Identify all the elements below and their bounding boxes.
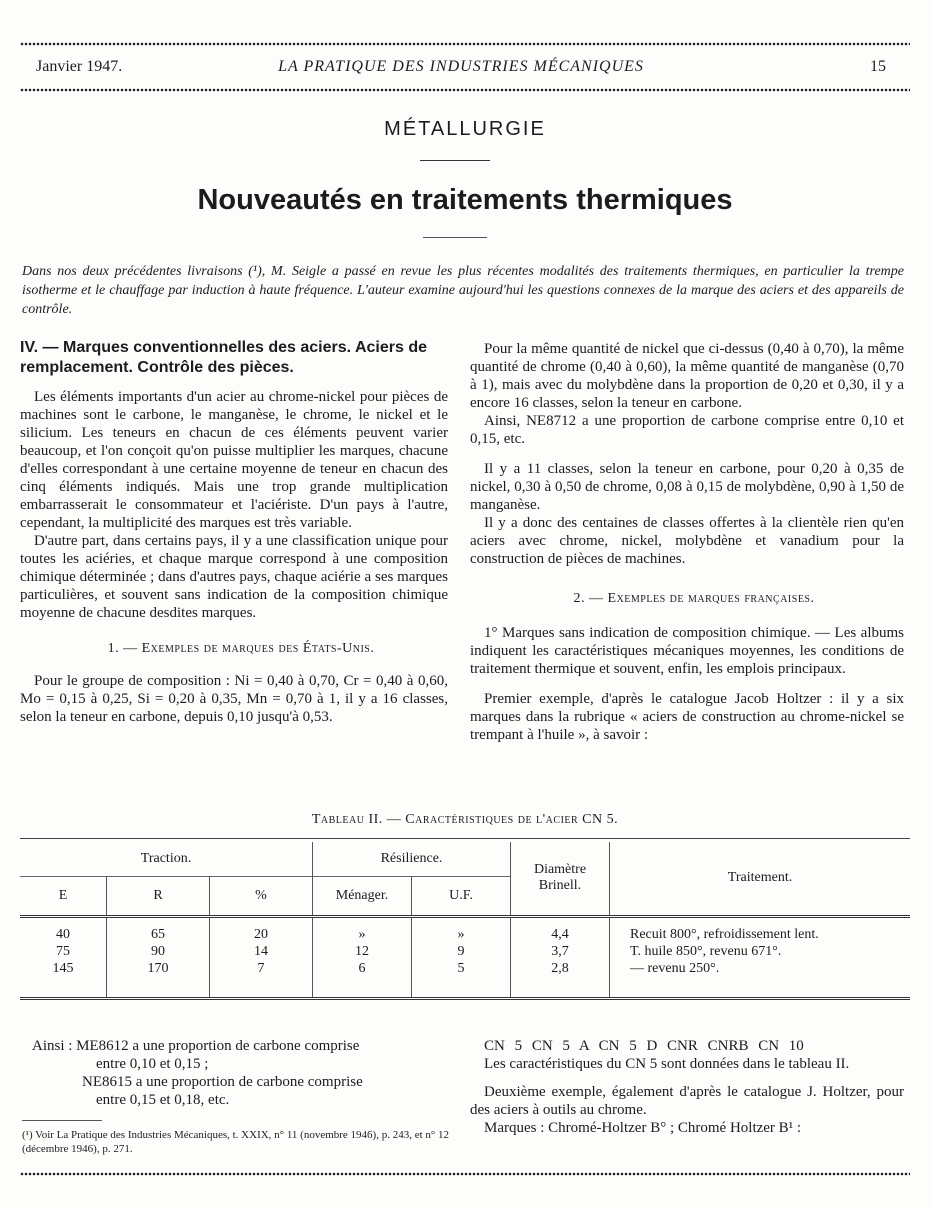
text-line: entre 0,10 et 0,15 ;: [96, 1056, 209, 1072]
paragraph: Pour le groupe de composition : Ni = 0,40 à 0,70, Cr = 0,40 à 0,60, Mo = 0,15 à 0,25, Si = 0,20 à 0,35, Mn = 0,70 à 1, il y a 16 classes, selon la teneur en carbone, depuis 0,10 jusqu'à 0,53.: [20, 673, 448, 725]
text-line: Ainsi : ME8612 a une proportion de carbone comprise: [32, 1038, 360, 1054]
issue-date: Janvier 1947.: [36, 58, 123, 75]
traction-header: Traction.: [20, 842, 313, 876]
steel-marks-list: CN 5 CN 5 A CN 5 D CNR CNRB CN 10: [484, 1038, 804, 1054]
paragraph: Pour la même quantité de nickel que ci-dessus (0,40 à 0,70), la même quantité de chrome (0,40 à 0,60), la même quantité de manganèse (0,70 à 1), mais avec du molybdène dans la proportion de 0,20 et 0,30, il y a encore 16 classes, selon la teneur en carbone.: [470, 341, 904, 411]
text-line: NE8615 a une proportion de carbone comprise: [82, 1074, 363, 1090]
subheading-us: 1. — Exemples de marques des États-Unis.: [107, 641, 375, 656]
table-caption: Tableau II. — Caractéristiques de l'acier CN 5.: [311, 812, 619, 827]
treatment-header: Traitement.: [727, 870, 793, 886]
table-row: 75 90 14 12 9 3,7 T. huile 850°, revenu 671°.: [20, 943, 910, 960]
paragraph: Les éléments importants d'un acier au chrome-nickel pour pièces de machines sont le carbone, le manganèse, le chrome, le nickel et le silicium. Les teneurs en chacun de ces éléments peuvent varier beaucoup, et l'on conçoit qu'on puisse multiplier les marques, chacune d'elles correspondant à une certaine moyenne de teneur en chacun des cinq éléments indiqués. Mais une trop grande multiplication embarrasserait le consommateur et l'aciériste. D'un pays à l'autre, cependant, la multiplicité des marques est très variable.: [20, 389, 448, 531]
running-header: [36, 58, 886, 78]
footnote: (¹) Voir La Pratique des Industries Mécaniques, t. XXIX, n° 11 (novembre 1946), p. 243, et n° 12 (décembre 1946), p. 271.: [22, 1129, 450, 1155]
section-rule: [420, 160, 490, 161]
chapter-heading: IV. — Marques conventionnelles des aciers. Aciers de remplacement. Contrôle des pièces.: [20, 339, 427, 376]
left-column: [20, 338, 448, 726]
paragraph: Premier exemple, d'après le catalogue Jacob Holtzer : il y a six marques dans la rubrique « aciers de construction au chrome-nickel se trempant à l'huile », à savoir :: [470, 691, 904, 743]
page-number: 15: [870, 58, 886, 75]
footnote-rule: [22, 1120, 102, 1121]
paragraph: Il y a 11 classes, selon la teneur en carbone, pour 0,20 à 0,35 de nickel, 0,30 à 0,50 de chrome, 0,08 à 0,15 de molybdène, 0,90 à 1,50 de manganèse.: [470, 461, 904, 513]
text-line: entre 0,15 et 0,18, etc.: [96, 1092, 230, 1108]
paragraph: D'autre part, dans certains pays, il y a une classification unique pour toutes les aciéries, et chaque marque correspond à une composition chimique déterminée ; dans d'autres pays, chaque aciérie a ses marques particulières, et souvent sans indication de la composition chimique moyenne de chacune desdites marques.: [20, 533, 448, 621]
brinell-header: Diamètre Brinell.: [511, 842, 610, 916]
header-dotted-rule: [20, 88, 910, 92]
subheading-fr: 2. — Exemples de marques françaises.: [573, 591, 815, 606]
article-intro: Dans nos deux précédentes livraisons (¹), M. Seigle a passé en revue les plus récentes modalités des traitements thermiques, en particulier la trempe isotherme et le chauffage par induction à haute fréquence. L'auteur examine aujourd'hui les questions connexes de la marque des aciers et des appareils de contrôle.: [22, 264, 904, 317]
paragraph: Il y a donc des centaines de classes offertes à la clientèle rien qu'en aciers avec chrome, nickel, molybdène et vanadium pour la construction de pièces de machines.: [470, 515, 904, 567]
title-rule: [423, 237, 487, 238]
paragraph: Ainsi, NE8712 a une proportion de carbone comprise entre 0,10 et 0,15, etc.: [470, 413, 904, 447]
steel-characteristics-table: [20, 842, 910, 997]
bottom-left-text: [32, 1037, 448, 1109]
bottom-dotted-rule: [20, 1172, 910, 1176]
table-ii: [20, 838, 910, 1000]
top-dotted-rule: [20, 42, 910, 46]
paragraph: 1° Marques sans indication de composition chimique. — Les albums indiquent les caractéristiques mécaniques moyennes, les conditions de traitement thermique et souvent, enfin, les emplois principaux.: [470, 625, 904, 677]
article-title: Nouveautés en traitements thermiques: [197, 184, 733, 216]
right-column: [470, 340, 904, 744]
paragraph: Marques : Chromé-Holtzer B° ; Chromé Holtzer B¹ :: [484, 1120, 802, 1136]
col-uf: U.F.: [412, 876, 511, 916]
col-r: R: [107, 876, 210, 916]
col-pct: %: [210, 876, 313, 916]
journal-title: LA PRATIQUE DES INDUSTRIES MÉCANIQUES: [278, 58, 644, 75]
col-menager: Ménager.: [313, 876, 412, 916]
table-row: 40 65 20 » » 4,4 Recuit 800°, refroidissement lent.: [20, 926, 910, 943]
resilience-header: Résilience.: [313, 842, 511, 876]
col-e: E: [20, 876, 107, 916]
bottom-right-text: [470, 1037, 904, 1137]
paragraph: Les caractéristiques du CN 5 sont données dans le tableau II.: [484, 1056, 850, 1072]
section-heading: MÉTALLURGIE: [384, 118, 546, 140]
table-row: 145 170 7 6 5 2,8 — revenu 250°.: [20, 960, 910, 977]
paragraph: Deuxième exemple, également d'après le catalogue J. Holtzer, pour des aciers à outils au chrome.: [470, 1084, 904, 1118]
